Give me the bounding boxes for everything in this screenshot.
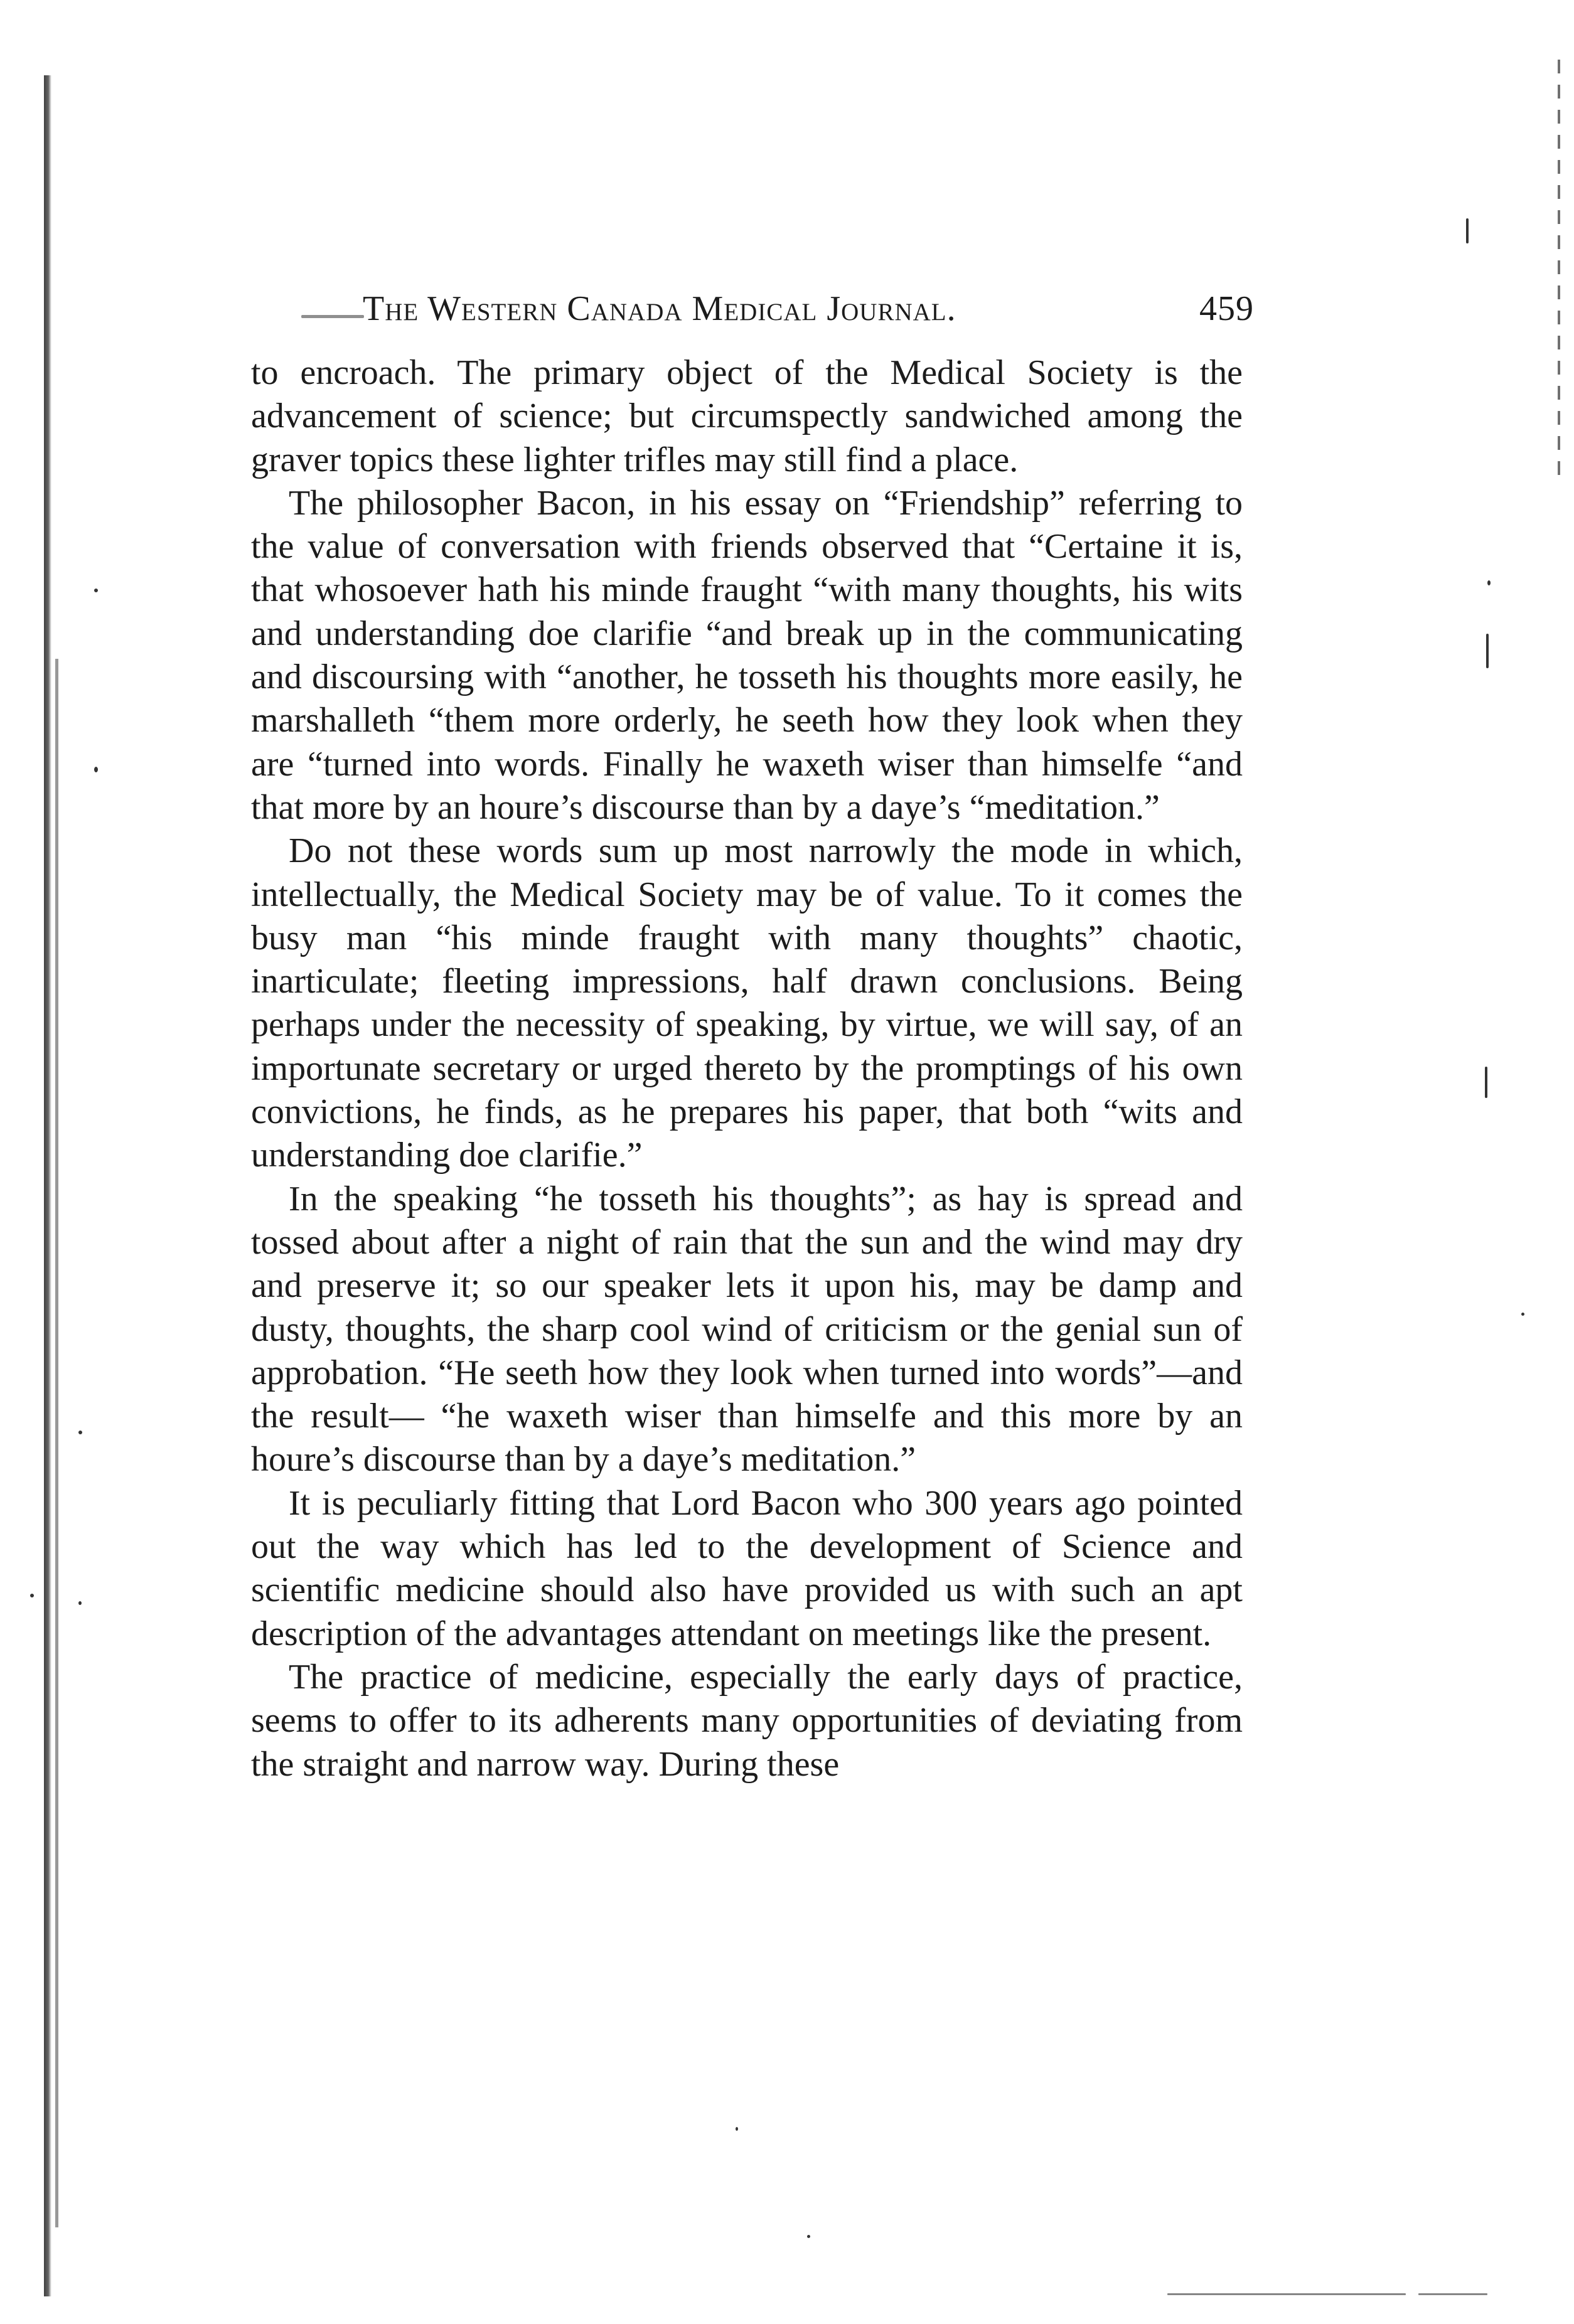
binding-edge-shadow-inner [55, 659, 58, 2227]
page-header [363, 284, 1254, 334]
paragraph: It is peculiarly fitting that Lord Bacon who 300 years ago pointed out the way which has led to the development of Science and scientific medicine should also have provided us with such an apt description of the advantages attendant on meetings like the present. [251, 1483, 1243, 1653]
paragraph: The philosopher Bacon, in his essay on “Friendship” referring to the value of conversation with friends observed that “Certaine it is, that whosoever hath his minde fraught “with many thoughts, his wits and understanding doe clarifie “and break up in the communicating and discoursing with “another, he tosseth his thoughts more easily, he marshalleth “them more orderly, he seeth how they look when they are “turned into words. Finally he waxeth wiser than himselfe “and that more by an houre’s discourse than by a daye’s “meditation.” [251, 483, 1243, 827]
scan-speck [1486, 634, 1489, 668]
scan-speck [736, 2127, 738, 2131]
scan-speck [78, 1431, 82, 1434]
scan-speck [1521, 1313, 1524, 1316]
scan-speck [1167, 2293, 1406, 2295]
scan-speck [1466, 218, 1469, 243]
paragraph: to encroach. The primary object of the Medical Society is the advancement of science; but circumspectly sandwiched among the graver topics these lighter trifles may still find a place. [251, 353, 1243, 479]
binding-edge-shadow [44, 75, 51, 2296]
scan-speck [94, 589, 98, 592]
scan-speck [807, 2235, 810, 2238]
scan-speck [94, 767, 98, 772]
scan-speck [1487, 580, 1491, 585]
body-text [251, 351, 1243, 1786]
scan-speck [30, 1594, 34, 1597]
scan-speck [1418, 2293, 1487, 2295]
paragraph: In the speaking “he tosseth his thoughts”; as hay is spread and tossed about after a night of rain that the sun and the wind may dry and preserve it; so our speaker lets it upon his, may be damp and dusty, thoughts, the sharp cool wind of criticism or the genial sun of approbation. “He seeth how they look when turned into words”—and the result— “he waxeth wiser than himselfe and this more by an houre’s discourse than by a daye’s meditation.” [251, 1179, 1243, 1479]
paragraph: Do not these words sum up most narrowly the mode in which, intellectually, the Medical Society may be of value. To it comes the busy man “his minde fraught with many thoughts” chaotic, inarticulate; fleeting impressions, half drawn conclusions. Being perhaps under the necessity of speaking, by virtue, we will say, of an importunate secretary or urged thereto by the promptings of his own convictions, he finds, as he prepares his paper, that both “wits and understanding doe clarifie.” [251, 831, 1243, 1175]
running-head: The Western Canada Medical Journal. [363, 289, 956, 328]
paragraph: The practice of medicine, especially the early days of practice, seems to offer to its adherents many opportunities of deviating from the straight and narrow way. During these [251, 1657, 1243, 1784]
scan-speck [301, 315, 364, 318]
scan-speck [78, 1601, 82, 1605]
right-edge-artifact [1558, 60, 1560, 486]
scan-speck [1485, 1067, 1487, 1098]
page-number: 459 [1199, 289, 1254, 328]
